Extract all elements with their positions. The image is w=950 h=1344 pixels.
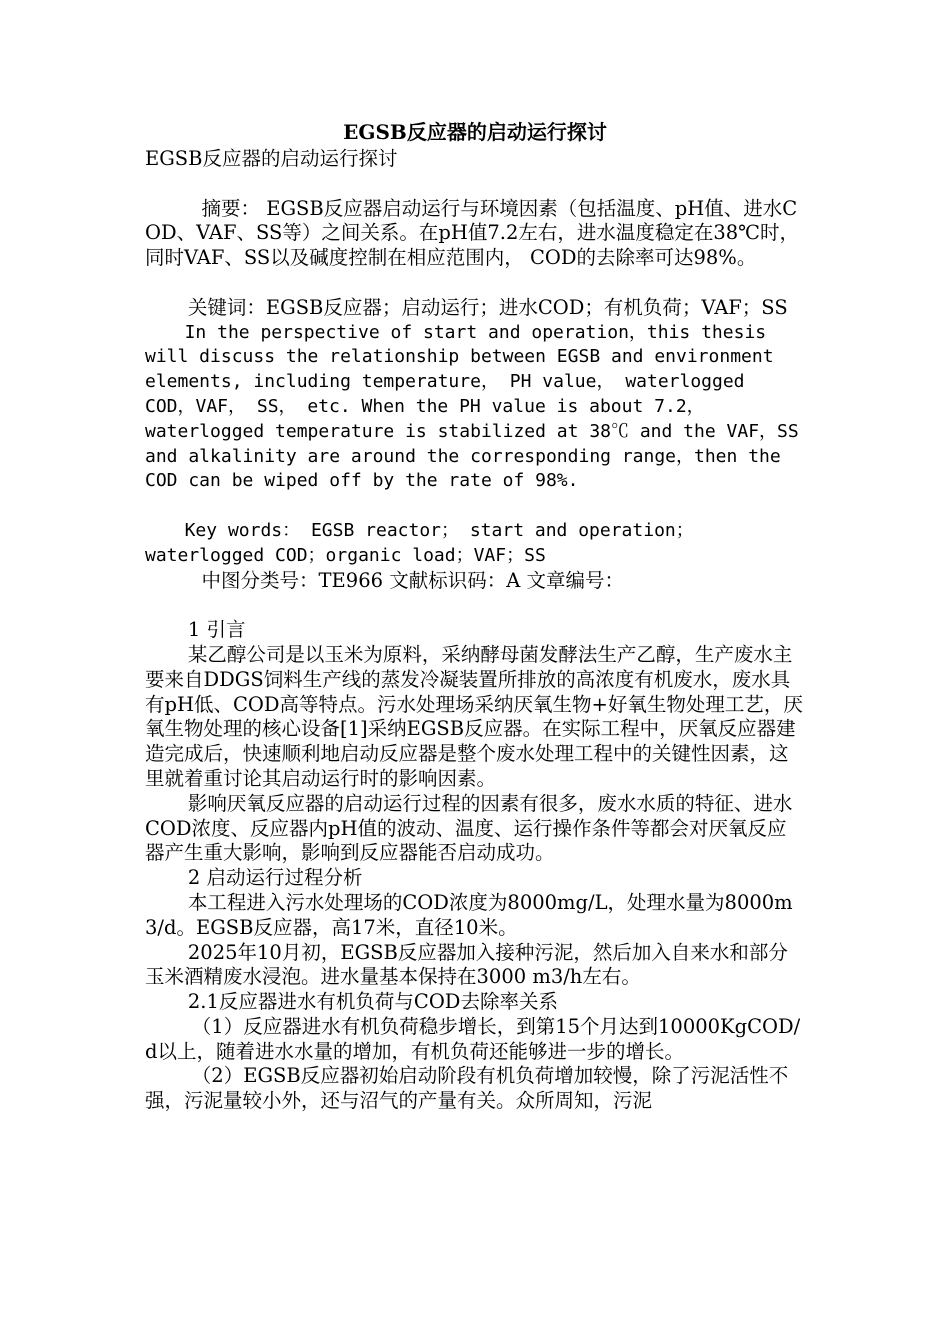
spacer [145, 593, 805, 618]
section-1-paragraph-1: 某乙醇公司是以玉米为原料，采纳酵母菌发酵法生产乙醇，生产废水主要来自DDGS饲料生产线的蒸发冷凝装置所排放的高浓度有机废水，废水具有pH低、COD高等特点。污水处理场采纳厌氧生物+好氧生物处理工艺，厌氧生物处理的核心设备[1]采纳EGSB反应器。在实际工程中，厌氧反应器建造完成后，快速顺利地启动反应器是整个废水处理工程中的关键性因素，这里就着重讨论其启动运行时的影响因素。 [145, 642, 803, 790]
english-abstract-paragraph: In the perspective of start and operation，this thesis will discuss the relationship between EGSB and environment elements, including temperature， PH value， waterlogged COD，VAF， SS， etc. When the PH value is about 7.2，waterlogged temperature is stabilized at 38℃ and the VAF，SS and alkalinity are around the corresponding range，then the COD can be wiped off by the rate of 98%. [145, 321, 799, 492]
section-2-paragraph-1: 本工程进入污水处理场的COD浓度为8000mg/L，处理水量为8000m3/d。EGSB反应器，高17米，直径10米。 [145, 890, 793, 939]
section-2-heading: 2 启动运行过程分析 [187, 866, 363, 890]
spacer [145, 494, 805, 519]
english-keywords-paragraph: Key words： EGSB reactor； start and operation；waterlogged COD；organic load；VAF；SS [145, 519, 694, 566]
section-2-1-heading: 2.1反应器进水有机负荷与COD去除率关系 [187, 990, 558, 1014]
document-page [145, 118, 805, 1114]
classification-line: 中图分类号：TE966 文献标识码：A 文章编号： [201, 568, 624, 592]
document-title: EGSB反应器的启动运行探讨 [343, 120, 607, 144]
document-subtitle: EGSB反应器的启动运行探讨 [145, 147, 398, 170]
section-2-paragraph-2: 2025年10月初，EGSB反应器加入接种污泥，然后加入自来水和部分玉米酒精废水浸泡。进水量基本保持在3000 m3/h左右。 [145, 940, 788, 989]
section-1-heading: 1 引言 [187, 618, 246, 642]
spacer [145, 271, 805, 296]
spacer [145, 172, 805, 197]
section-2-1-paragraph-1: （1）反应器进水有机负荷稳步增长，到第15个月达到10000KgCOD/d以上，随着进水水量的增加，有机负荷还能够进一步的增长。 [145, 1014, 801, 1063]
section-1-paragraph-2: 影响厌氧反应器的启动运行过程的因素有很多，废水水质的特征、进水COD浓度、反应器内pH值的波动、温度、运行操作条件等都会对厌氧反应器产生重大影响，影响到反应器能否启动成功。 [145, 791, 793, 865]
section-2-1-paragraph-2: （2）EGSB反应器初始启动阶段有机负荷增加较慢，除了污泥活性不强，污泥量较小外，还与沼气的产量有关。众所周知，污泥 [145, 1064, 789, 1113]
keywords-paragraph: 关键词：EGSB反应器；启动运行；进水COD；有机负荷；VAF；SS [187, 295, 788, 319]
abstract-paragraph: 摘要： EGSB反应器启动运行与环境因素（包括温度、pH值、进水COD、VAF、SS等）之间关系。在pH值7.2左右，进水温度稳定在38℃时，同时VAF、SS以及碱度控制在相应范围内， COD的去除率可达98%。 [145, 196, 799, 270]
